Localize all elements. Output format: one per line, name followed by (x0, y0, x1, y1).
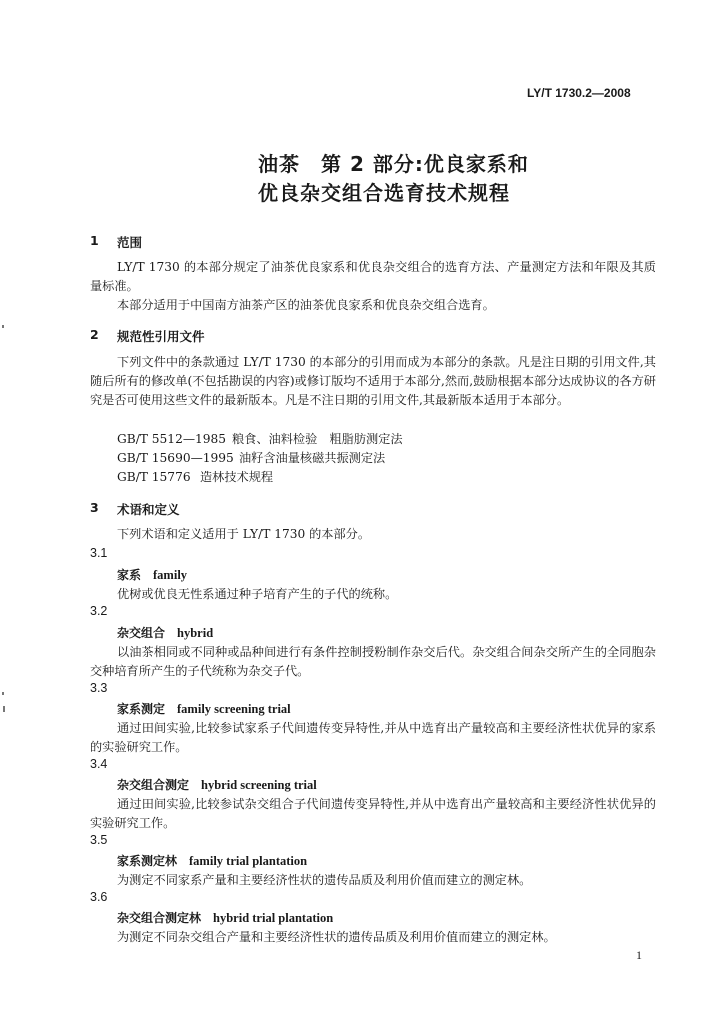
term-chinese: 家系测定林 (117, 854, 178, 868)
page-number: 1 (636, 948, 642, 962)
section-1-number: 1 (90, 233, 99, 248)
term-english: hybrid (177, 626, 214, 640)
term-number: 3.1 (90, 546, 108, 560)
scan-mark (3, 706, 5, 712)
section-1-paragraph-2: 本部分适用于中国南方油茶产区的油茶优良家系和优良杂交组合选育。 (117, 298, 495, 312)
term-english: family screening trial (177, 702, 291, 716)
title-line-1: 油茶 第 2 部分:优良家系和 (258, 152, 529, 176)
term-heading (117, 566, 187, 583)
term-number: 3.2 (90, 604, 108, 618)
term-english: hybrid screening trial (201, 778, 317, 792)
term-definition: 通过田间实验,比较参试家系子代间遗传变异特性,并从中选育出产量较高和主要经济性状优异的家系的实验研究工作。 (90, 721, 656, 754)
term-chinese: 家系 (117, 568, 142, 582)
term-definition: 通过田间实验,比较参试杂交组合子代间遗传变异特性,并从中选育出产量较高和主要经济性状优异的实验研究工作。 (90, 797, 656, 830)
term-definition: 以油茶相同或不同种或品种间进行有条件控制授粉制作杂交后代。杂交组合间杂交所产生的全同胞杂交种培育所产生的子代统称为杂交子代。 (90, 645, 656, 678)
section-2-heading: 规范性引用文件 (117, 329, 205, 344)
reference-code: GB/T 15690—1995 (117, 451, 234, 465)
reference-title: 油籽含油量核磁共振测定法 (239, 451, 386, 465)
term-definition: 为测定不同家系产量和主要经济性状的遗传品质及利用价值而建立的测定林。 (117, 873, 532, 887)
term-chinese: 家系测定 (117, 702, 166, 716)
term-number: 3.5 (90, 833, 108, 847)
section-3-heading: 术语和定义 (117, 502, 180, 517)
reference-item (117, 449, 385, 468)
reference-item (117, 430, 403, 449)
term-heading (117, 852, 307, 869)
term-chinese: 杂交组合 (117, 626, 166, 640)
section-1-heading: 范围 (117, 235, 143, 250)
term-number: 3.4 (90, 757, 108, 771)
reference-code: GB/T 5512—1985 (117, 432, 227, 446)
term-number: 3.3 (90, 681, 108, 695)
section-2-paragraph: 下列文件中的条款通过 LY/T 1730 的本部分的引用而成为本部分的条款。凡是注日期的引用文件,其随后所有的修改单(不包括勘误的内容)或修订版均不适用于本部分,然而,鼓励根据本部分达成协议的各方研究是否可使用这些文件的最新版本。凡是不注日期的引用文件,其最新版本适用于本部分。 (90, 355, 656, 407)
title-line-2: 优良杂交组合选育技术规程 (258, 181, 510, 205)
term-number: 3.6 (90, 890, 108, 904)
section-3-intro: 下列术语和定义适用于 LY/T 1730 的本部分。 (117, 527, 371, 541)
reference-title: 造林技术规程 (200, 470, 274, 484)
term-heading (117, 624, 213, 641)
term-english: family (153, 568, 188, 582)
term-chinese: 杂交组合测定 (117, 778, 190, 792)
reference-item (117, 468, 273, 487)
scan-mark (2, 325, 4, 328)
section-3-number: 3 (90, 500, 99, 515)
scan-mark (2, 692, 4, 695)
section-1-paragraph-1: LY/T 1730 的本部分规定了油茶优良家系和优良杂交组合的选育方法、产量测定方法和年限及其质量标准。 (90, 260, 656, 293)
term-heading (117, 776, 317, 793)
term-chinese: 杂交组合测定林 (117, 911, 202, 925)
term-heading (117, 909, 333, 926)
term-english: family trial plantation (189, 854, 308, 868)
term-definition: 为测定不同杂交组合产量和主要经济性状的遗传品质及利用价值而建立的测定林。 (117, 930, 556, 944)
reference-code: GB/T 15776 (117, 470, 191, 484)
term-heading (117, 700, 291, 717)
standard-number: LY/T 1730.2—2008 (527, 86, 631, 100)
section-2-number: 2 (90, 327, 99, 342)
term-english: hybrid trial plantation (213, 911, 334, 925)
term-definition: 优树或优良无性系通过种子培育产生的子代的统称。 (117, 587, 398, 601)
reference-title: 粮食、油料检验 粗脂肪测定法 (232, 432, 403, 446)
